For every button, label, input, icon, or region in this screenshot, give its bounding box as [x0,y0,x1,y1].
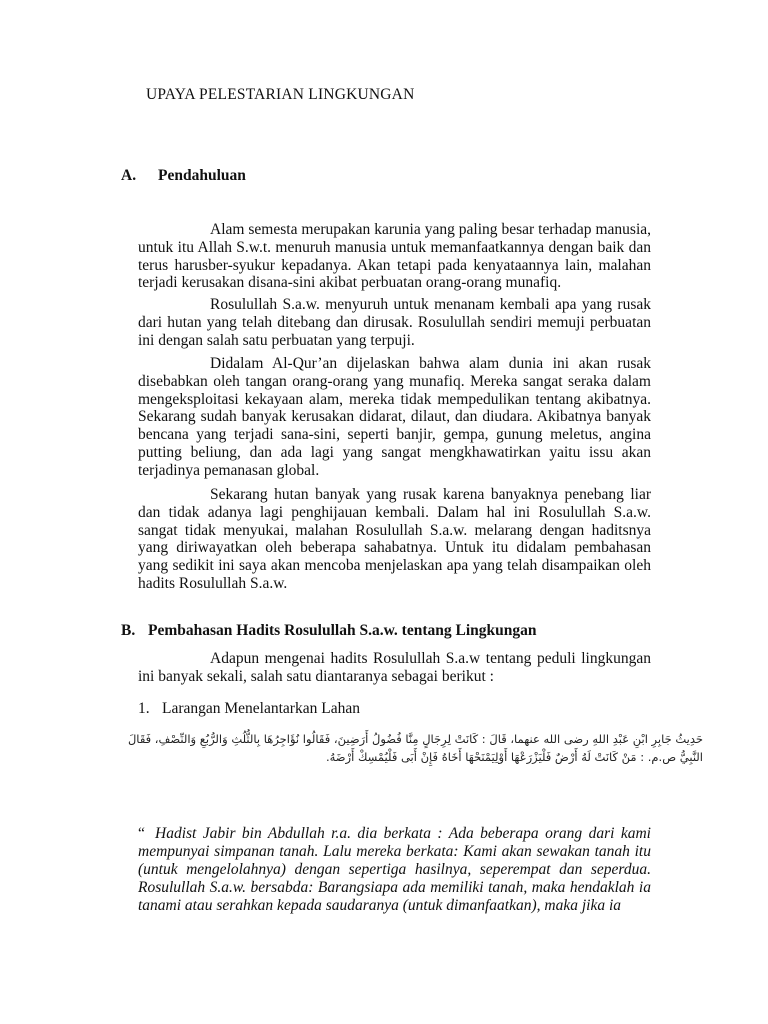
intro-paragraph-3 [138,355,651,480]
section-b-heading [121,622,536,640]
intro-paragraph-2-text: Rosulullah S.a.w. menyuruh untuk menanam kembali apa yang rusak dari hutan yang telah ditebang dan dirusak. Rosulullah sendiri memuji perbuatan ini dengan salah satu perbuatan yang terpuji. [138,296,651,349]
intro-paragraph-4 [138,486,651,593]
intro-paragraph-3-text: Didalam Al-Qur’an dijelaskan bahwa alam dunia ini akan rusak disebabkan oleh tangan orang-orang yang munafiq. Mereka sangat seraka dalam mengeksploitasi kekayaan alam, mereka tidak mempedulikan tentang akibatnya. Sekarang sudah banyak kerusakan didarat, dilaut, dan diudara. Akibatnya banyak bencana yang terjadi sana-sini, seperti banjir, gempa, gunung meletus, angina putting beliung, dan ada lagi yang sangat mengkhawatirkan yaitu issu akan terjadinya pemanasan global. [138,355,651,479]
intro-paragraph-2 [138,296,651,349]
intro-paragraph-1 [138,221,651,292]
section-a-heading [121,167,246,185]
quote-open-mark: “ [138,825,145,842]
intro-paragraph-1-text: Alam semesta merupakan karunia yang paling besar terhadap manusia, untuk itu Allah S.w.t. menuruh manusia untuk memanfaatkannya dengan baik dan terus harusber-syukur kepadanya. Akan tetapi pada kenyataannya lain, malahan terjadi kerusakan disana-sini akibat perbuatan orang-orang munafiq. [138,221,651,292]
list-item-land-neglect [138,700,360,718]
section-b-paragraph [138,650,651,686]
hadith-translation-text: Hadist Jabir bin Abdullah r.a. dia berkata : Ada beberapa orang dari kami mempunyai simpanan tanah. Lalu mereka berkata: Kami akan sewakan tanah itu (untuk mengelolahnya) dengan sepertiga hasilnya, seperempat dan seperdua. Rosulullah S.a.w. bersabda: Barangsiapa ada memiliki tanah, maka hendaklah ia tanami atau serahkan kepada saudaranya (untuk dimanfaatkan), maka jika ia [138,825,651,914]
section-b-number: B. [121,622,136,639]
section-b-title: Pembahasan Hadits Rosulullah S.a.w. tentang Lingkungan [148,622,537,639]
section-a-title: Pendahuluan [158,167,246,184]
list-item-number: 1. [138,700,150,717]
document-title: UPAYA PELESTARIAN LINGKUNGAN [146,86,415,103]
intro-paragraph-4-text: Sekarang hutan banyak yang rusak karena banyaknya penebang liar dan tidak adanya lagi penghijauan kembali. Dalam hal ini Rosulullah S.a.w. sangat tidak menyukai, malahan Rosulullah S.a.w. melarang dengan haditsnya yang diriwayatkan oleh beberapa sahabatnya. Untuk itu didalam pembahasan yang sedikit ini saya akan mencoba menjelaskan apa yang telah disampaikan oleh hadits Rosulullah S.a.w. [138,486,651,592]
list-item-label: Larangan Menelantarkan Lahan [162,700,360,717]
section-b-paragraph-text: Adapun mengenai hadits Rosulullah S.a.w tentang peduli lingkungan ini banyak sekali, salah satu diantaranya sebagai berikut : [138,650,651,685]
arabic-hadith-text: حَدِيثُ جَابِرِ ابْنِ عَبْدِ اللهِ رضى الله عنهما، قَالَ : كَانَتْ لِرِجَالٍ مِنَّا فُضُولُ أَرَضِينَ، فَقَالُوا نُؤَاجِرُهَا بِالثُّلُثِ وَالرُّبُعِ وَالنِّصْفِ، فَقَالَ النَّبِيُّ ص.م. : مَنْ كَانَتْ لَهُ أَرْضٌ فَلْيَزْرَعْهَا أَوْلِيَمْنَحْهَا أَخَاهُ فَإِنْ أَبَى فَلْيُمْسِكْ أَرْضَهُ. [127,732,703,764]
section-a-number: A. [121,167,137,184]
hadith-translation-quote [138,825,651,915]
